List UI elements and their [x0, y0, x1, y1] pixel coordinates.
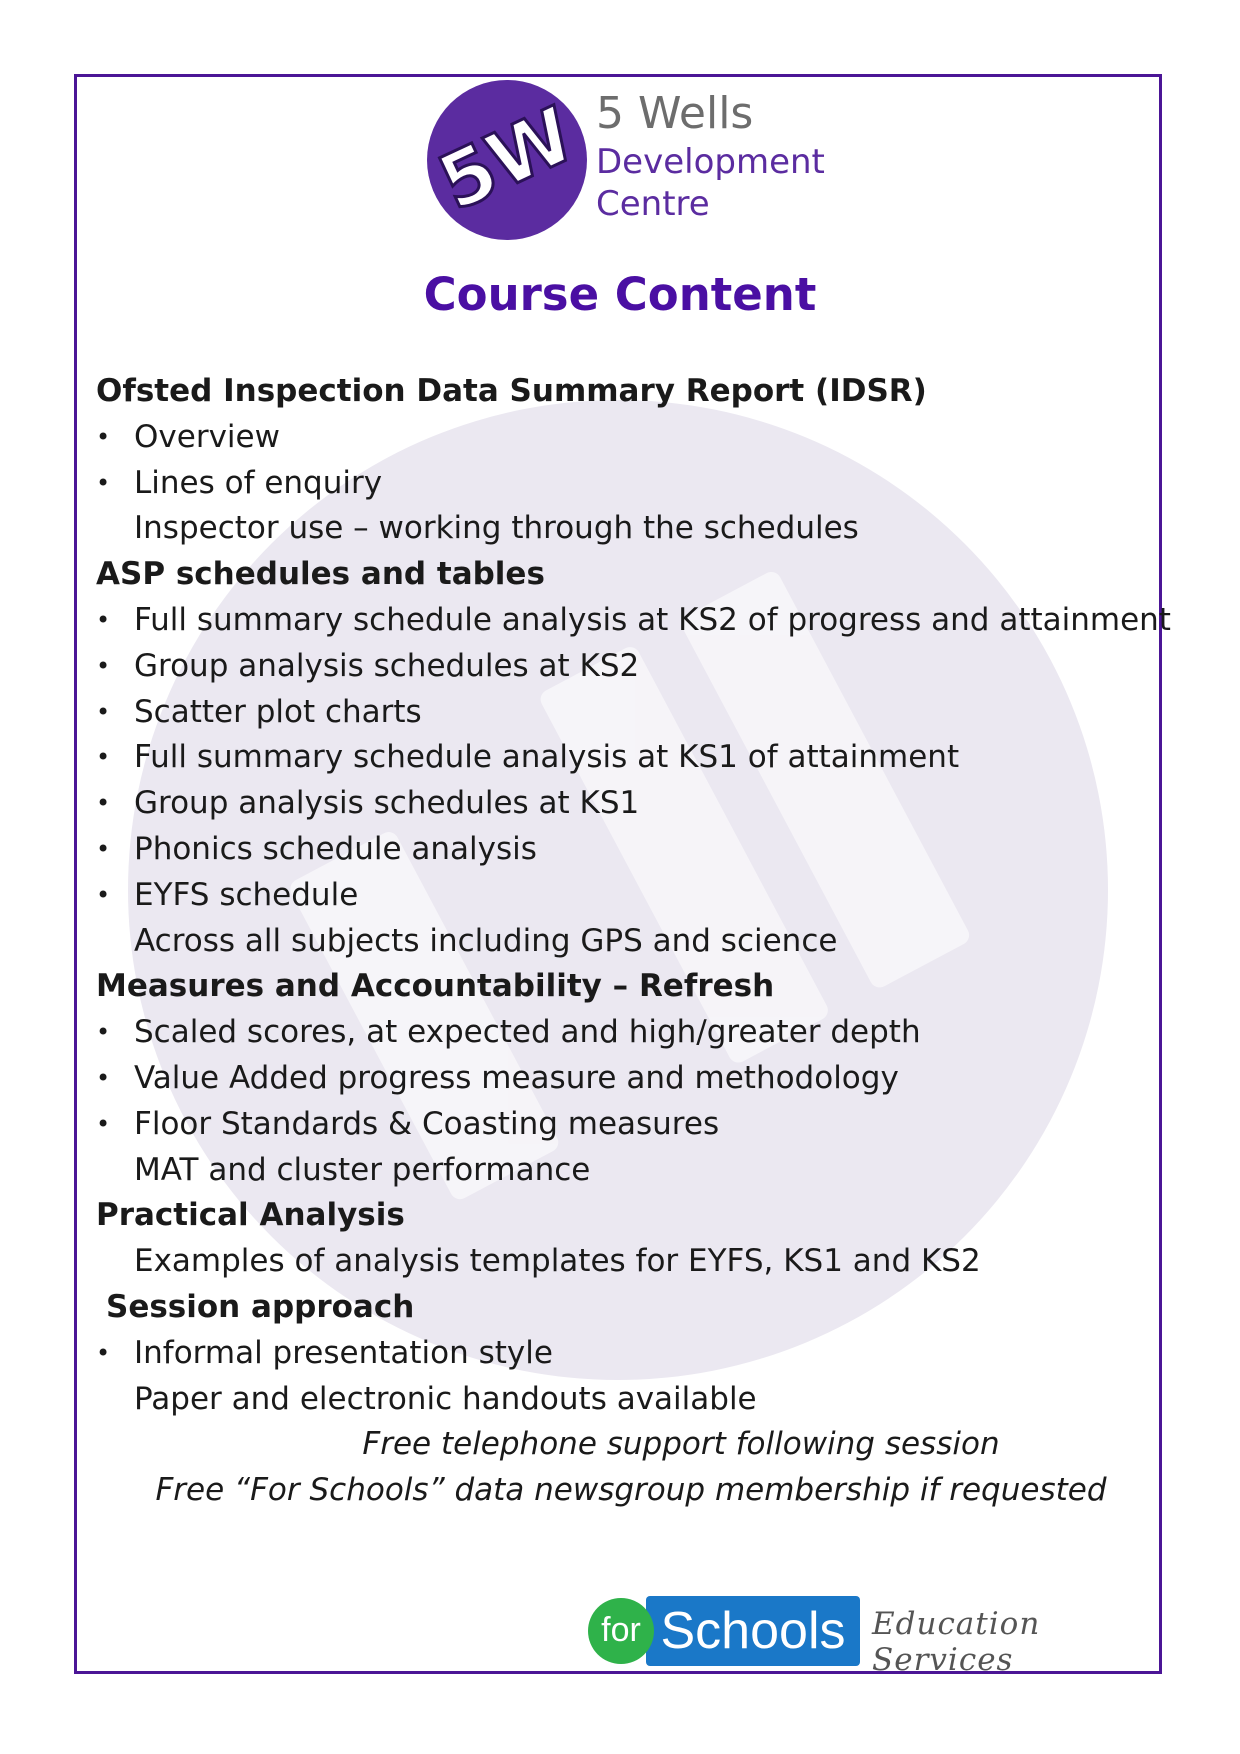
- bullet-icon: •: [96, 1338, 111, 1367]
- bullet-icon: •: [96, 422, 111, 451]
- bullet-icon: •: [96, 1018, 111, 1047]
- list-item-text: Informal presentation style: [134, 1334, 553, 1371]
- list-item-text: Paper and electronic handouts available: [134, 1380, 757, 1417]
- list-item-text: MAT and cluster performance: [134, 1151, 591, 1188]
- list-item: [96, 1331, 1126, 1377]
- list-item: [96, 1239, 1126, 1285]
- list-item-text: EYFS schedule: [134, 876, 359, 913]
- footer-note-newsgroup: Free “For Schools” data newsgroup membership if requested: [155, 1472, 1107, 1509]
- course-content: [96, 369, 1171, 1514]
- section-heading: Measures and Accountability – Refresh: [96, 968, 775, 1005]
- 5w-logo-icon: [424, 77, 590, 243]
- brand-logo: [424, 77, 824, 243]
- section-heading: Practical Analysis: [96, 1197, 405, 1234]
- list-item: [96, 461, 1126, 507]
- list-item: [96, 415, 1126, 461]
- section-heading: ASP schedules and tables: [96, 556, 545, 593]
- list-item: [96, 1010, 1126, 1056]
- list-item-text: Inspector use – working through the schedules: [134, 510, 859, 547]
- bullet-icon: •: [96, 1063, 111, 1092]
- forschools-logo: [588, 1596, 1148, 1678]
- list-item: [96, 644, 1126, 690]
- bullet-icon: •: [96, 743, 111, 772]
- list-item-text: Group analysis schedules at KS1: [134, 785, 640, 822]
- list-item-text: Value Added progress measure and methodology: [134, 1059, 899, 1096]
- list-item-text: Across all subjects including GPS and science: [134, 922, 838, 959]
- list-item-text: Floor Standards & Coasting measures: [134, 1105, 720, 1142]
- list-item: [96, 1377, 1126, 1423]
- list-item-text: Overview: [134, 418, 280, 455]
- bullet-icon: •: [96, 605, 111, 634]
- logo-wordmark: [596, 89, 825, 225]
- list-item: [96, 827, 1126, 873]
- section-heading: Ofsted Inspection Data Summary Report (IDSR): [96, 373, 927, 409]
- list-item-text: Lines of enquiry: [134, 464, 383, 501]
- forschools-for: for: [588, 1598, 654, 1664]
- logo-line-2: Development: [596, 141, 825, 182]
- list-item: [96, 1102, 1126, 1148]
- bullet-icon: •: [96, 789, 111, 818]
- bullet-icon: •: [96, 468, 111, 497]
- logo-mark: 5W: [425, 89, 588, 228]
- list-item: [96, 598, 1171, 644]
- list-item: [96, 781, 1126, 827]
- list-item: [96, 1148, 1126, 1194]
- bullet-icon: •: [96, 1109, 111, 1138]
- list-item: [96, 919, 1126, 965]
- list-item-text: Group analysis schedules at KS2: [134, 647, 640, 684]
- list-item: [96, 690, 1126, 736]
- page-title: Course Content: [423, 268, 817, 321]
- list-item-text: Examples of analysis templates for EYFS, KS1 and KS2: [134, 1243, 981, 1280]
- list-item: [96, 735, 1126, 781]
- list-item: [96, 873, 1126, 919]
- bullet-icon: •: [96, 880, 111, 909]
- logo-line-1: 5 Wells: [596, 88, 754, 139]
- list-item-text: Full summary schedule analysis at KS2 of progress and attainment: [134, 601, 1171, 638]
- list-item: [96, 1056, 1126, 1102]
- bullet-icon: •: [96, 834, 111, 863]
- section-heading: Session approach: [106, 1288, 415, 1325]
- footer-note-support: Free telephone support following session: [362, 1426, 1000, 1463]
- list-item-text: Scatter plot charts: [134, 693, 422, 730]
- list-item-text: Phonics schedule analysis: [134, 830, 537, 867]
- forschools-schools: Schools: [646, 1596, 860, 1666]
- logo-line-3: Centre: [596, 183, 710, 224]
- list-item-text: Scaled scores, at expected and high/greater depth: [134, 1014, 921, 1051]
- forschools-services: Education Services: [872, 1606, 1041, 1678]
- bullet-icon: •: [96, 651, 111, 680]
- list-item-text: Full summary schedule analysis at KS1 of attainment: [134, 739, 960, 776]
- bullet-icon: •: [96, 697, 111, 726]
- list-item: [96, 506, 1126, 552]
